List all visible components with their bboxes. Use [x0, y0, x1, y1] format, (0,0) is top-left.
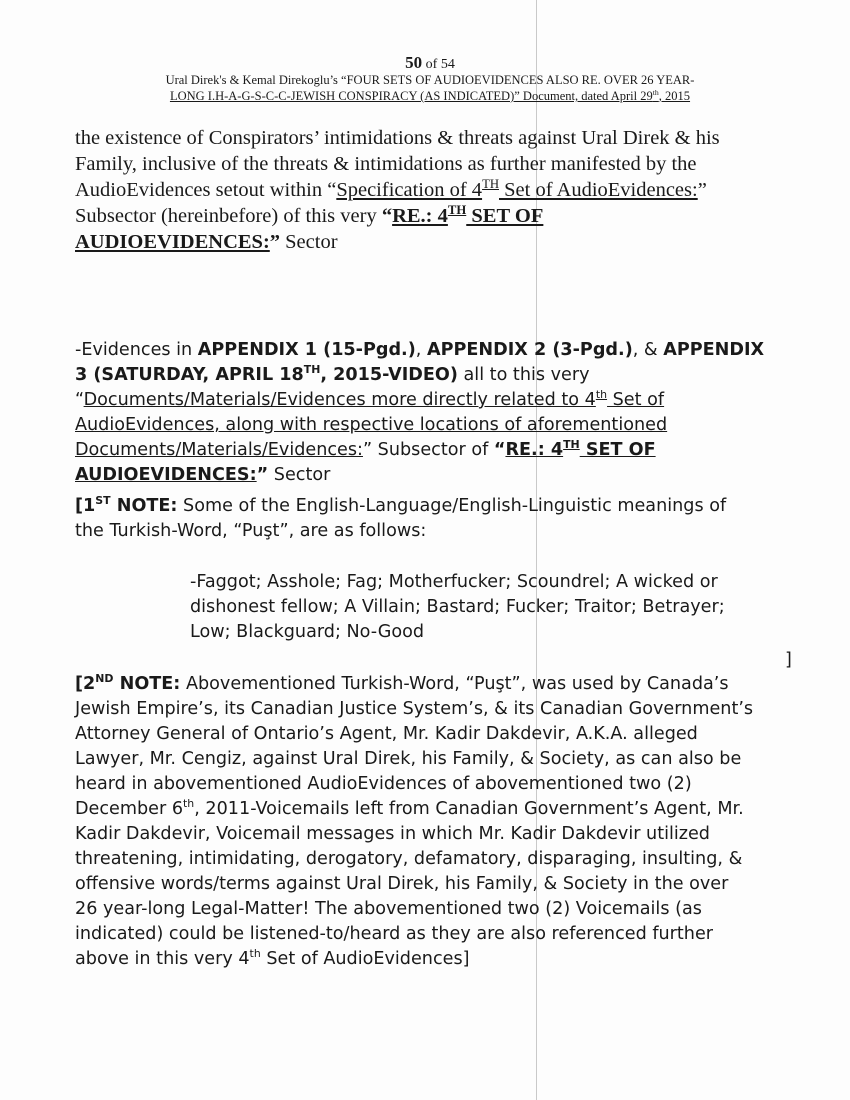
appendix-1: APPENDIX 1 (15-Pgd.): [197, 340, 416, 360]
subsector-reference: Specification of 4: [336, 179, 483, 201]
header-title-line-1: Ural Direk's & Kemal Direkoglu’s “FOUR SETS OF AUDIOEVIDENCES ALSO RE. OVER 26 YEAR-: [165, 73, 695, 87]
page-header: [80, 55, 780, 104]
paragraph-evidences-appendices: -Evidences in APPENDIX 1 (15-Pgd.), APPENDIX 2 (3-Pgd.), & APPENDIX 3 (SATURDAY, APRIL 18TH, 2015-VIDEO) all to this very “Documents/Materials/Evidences more directly related to 4th Set of AudioEvidences, along with respective locations of aforementioned Documents/Materials/Evidences:” Subsector of “RE.: 4TH SET OF AUDIOEVIDENCES:” Sector: [75, 340, 765, 485]
appendix-2: APPENDIX 2 (3-Pgd.): [426, 340, 633, 360]
note-1: [1ST NOTE: Some of the English-Language/English-Linguistic meanings of the Turkish-Word, “Puşt”, are as follows:: [75, 494, 727, 541]
header-title-line-2: LONG I.H-A-G-S-C-C-JEWISH CONSPIRACY (AS INDICATED)” Document, dated April 29th, 2015: [169, 87, 691, 103]
sector-reference: RE.: 4: [392, 205, 448, 227]
page-number: 50 of 54: [405, 53, 455, 72]
note-2: [2ND NOTE: Abovementioned Turkish-Word, “Puşt”, was used by Canada’s Jewish Empire’s, its Canadian Justice System’s, & its Canadian Government’s Attorney General of Ontario’s Agent, Mr. Kadir Dakdevir, A.K.A. alleged Lawyer, Mr. Cengiz, against Ural Direk, his Family, & Society, as can also be heard in abovementioned AudioEvidences of abovementioned two (2) December 6th, 2011-Voicemails left from Canadian Government’s Agent, Mr. Kadir Dakdevir, Voicemail messages in which Mr. Kadir Dakdevir utilized threatening, intimidating, derogatory, defamatory, disparaging, insulting, & offensive words/terms against Ural Direk, his Family, & Society in the over 26 year-long Legal-Matter! The abovementioned two (2) Voicemails (as indicated) could be listened-to/heard as they are also referenced further above in this very 4th Set of AudioEvidences]: [75, 672, 754, 969]
note-1-closing-bracket: ]: [785, 650, 792, 670]
appendix-3: APPENDIX: [663, 340, 765, 360]
puşt-meanings-list: -Faggot; Asshole; Fag; Motherfucker; Scoundrel; A wicked or dishonest fellow; A Villain; Bastard; Fucker; Traitor; Betrayer; Low; Blackguard; No-Good: [190, 572, 725, 642]
paragraph-conspirators-threats: the existence of Conspirators’ intimidations & threats against Ural Direk & his Family, inclusive of the threats & intimidations as further manifested by the AudioEvidences setout within “Specification of 4TH Set of AudioEvidences:” Subsector (hereinbefore) of this very “RE.: 4TH SET OF AUDIOEVIDENCES:” Sector: [75, 127, 720, 253]
